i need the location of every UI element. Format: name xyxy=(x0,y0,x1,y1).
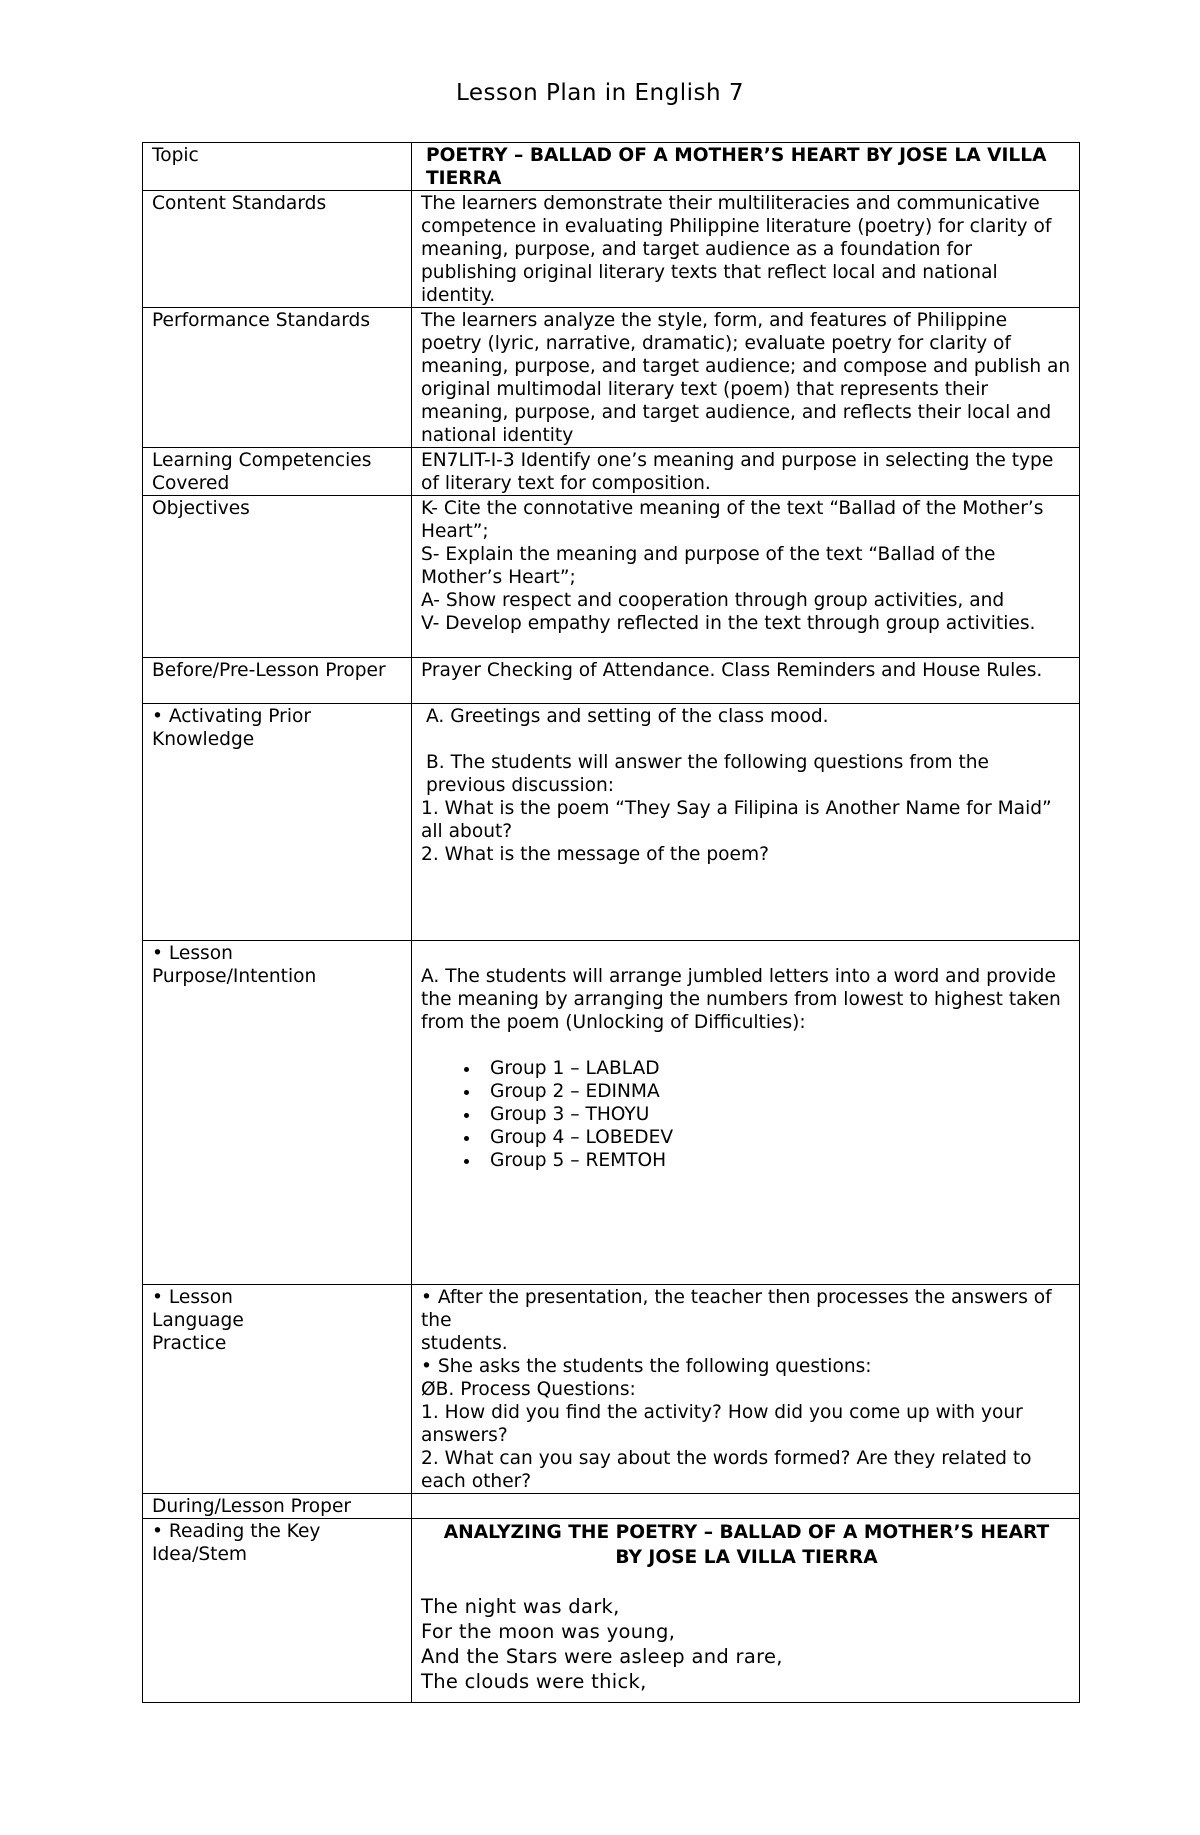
purpose-label xyxy=(143,941,412,1285)
table-row xyxy=(143,704,1080,941)
performance-standards-value: The learners analyze the style, form, and features of Philippine poetry (lyric, narrative, dramatic); evaluate poetry for clarity of meaning, purpose, and target audience; and compose and publish an original multimodal literary text (poem) that represents their meaning, purpose, and target audience, and reflects their local and national identity xyxy=(412,308,1080,448)
table-row xyxy=(143,191,1080,308)
document-title: Lesson Plan in English 7 xyxy=(456,80,744,106)
list-item: • Group 3 – THOYU xyxy=(481,1103,1072,1126)
poem-line: The night was dark, xyxy=(421,1595,620,1618)
prior-knowledge-q2: 2. What is the message of the poem? xyxy=(421,844,769,865)
language-practice-line5: 1. How did you find the activity? How did you come up with your answers? xyxy=(421,1402,1023,1446)
language-practice-line4: ØB. Process Questions: xyxy=(421,1379,636,1400)
content-standards-value: The learners demonstrate their multiliteracies and communicative competence in evaluating Philippine literature (poetry) for clarity of meaning, purpose, and target audience as a foundation for publishing original literary texts that reflect local and national identity. xyxy=(412,191,1080,308)
before-lesson-value: Prayer Checking of Attendance. Class Reminders and House Rules. xyxy=(412,658,1080,704)
reading-label: • Reading the Key Idea/Stem xyxy=(143,1519,412,1703)
prior-knowledge-value xyxy=(412,704,1080,941)
performance-standards-label: Performance Standards xyxy=(143,308,412,448)
table-row xyxy=(143,448,1080,496)
poem-line: For the moon was young, xyxy=(421,1620,676,1643)
language-practice-label xyxy=(143,1285,412,1494)
poem-heading-line2: BY JOSE LA VILLA TIERRA xyxy=(615,1547,878,1568)
language-practice-label-line3: Practice xyxy=(152,1333,227,1354)
poem-line: And the Stars were asleep and rare, xyxy=(421,1645,783,1668)
prior-knowledge-q1: 1. What is the poem “They Say a Filipina is Another Name for Maid” all about? xyxy=(421,798,1052,842)
objectives-label: Objectives xyxy=(143,496,412,658)
language-practice-label-line1: • Lesson xyxy=(152,1287,233,1308)
language-practice-line3: • She asks the students the following questions: xyxy=(421,1356,872,1377)
list-item: • Group 2 – EDINMA xyxy=(481,1080,1072,1103)
topic-text: POETRY – BALLAD OF A MOTHER’S HEART BY JOSE LA VILLA TIERRA xyxy=(426,145,1047,189)
list-item: • Group 4 – LOBEDEV xyxy=(481,1126,1072,1149)
table-row xyxy=(143,496,1080,658)
list-item: • Group 1 – LABLAD xyxy=(481,1057,1072,1080)
group-list xyxy=(421,1057,1072,1172)
during-lesson-label: During/Lesson Proper xyxy=(143,1494,412,1519)
table-row xyxy=(143,941,1080,1285)
prior-knowledge-line-b: B. The students will answer the following questions from the previous discussion: xyxy=(426,752,989,796)
poem-line: The clouds were thick, xyxy=(421,1670,647,1693)
language-practice-line1: • After the presentation, the teacher then processes the answers of the xyxy=(421,1287,1052,1331)
table-row xyxy=(143,1519,1080,1703)
during-lesson-value xyxy=(412,1494,1080,1519)
language-practice-line2: students. xyxy=(421,1333,508,1354)
objective-k: K- Cite the connotative meaning of the text “Ballad of the Mother’s Heart”; xyxy=(421,498,1044,542)
lesson-plan-table xyxy=(142,142,1080,1703)
list-item: • Group 5 – REMTOH xyxy=(481,1149,1072,1172)
competencies-value: EN7LIT-I-3 Identify one’s meaning and purpose in selecting the type of literary text for composition. xyxy=(412,448,1080,496)
poem-heading-line1: ANALYZING THE POETRY – BALLAD OF A MOTHER’S HEART xyxy=(443,1522,1050,1543)
objective-s: S- Explain the meaning and purpose of the text “Ballad of the Mother’s Heart”; xyxy=(421,544,996,588)
table-row xyxy=(143,308,1080,448)
prior-knowledge-line-a: A. Greetings and setting of the class mood. xyxy=(426,706,829,727)
purpose-label-line1: • Lesson xyxy=(152,943,233,964)
table-row xyxy=(143,143,1080,191)
objective-v: V- Develop empathy reflected in the text through group activities. xyxy=(421,613,1036,634)
language-practice-line6: 2. What can you say about the words formed? Are they related to each other? xyxy=(421,1448,1032,1492)
topic-label: Topic xyxy=(143,143,412,191)
table-row xyxy=(143,658,1080,704)
purpose-intro: A. The students will arrange jumbled letters into a word and provide the meaning by arranging the numbers from lowest to highest taken from the poem (Unlocking of Difficulties): xyxy=(421,966,1061,1033)
prior-knowledge-label: • Activating Prior Knowledge xyxy=(143,704,412,941)
language-practice-value xyxy=(412,1285,1080,1494)
competencies-label: Learning Competencies Covered xyxy=(143,448,412,496)
objective-a: A- Show respect and cooperation through group activities, and xyxy=(421,590,1005,611)
purpose-label-line2: Purpose/Intention xyxy=(152,966,317,987)
table-row xyxy=(143,1494,1080,1519)
language-practice-label-line2: Language xyxy=(152,1310,244,1331)
before-lesson-label: Before/Pre-Lesson Proper xyxy=(143,658,412,704)
content-standards-label: Content Standards xyxy=(143,191,412,308)
objectives-value xyxy=(412,496,1080,658)
purpose-value xyxy=(412,941,1080,1285)
table-row xyxy=(143,1285,1080,1494)
reading-value xyxy=(412,1519,1080,1703)
topic-value xyxy=(412,143,1080,191)
